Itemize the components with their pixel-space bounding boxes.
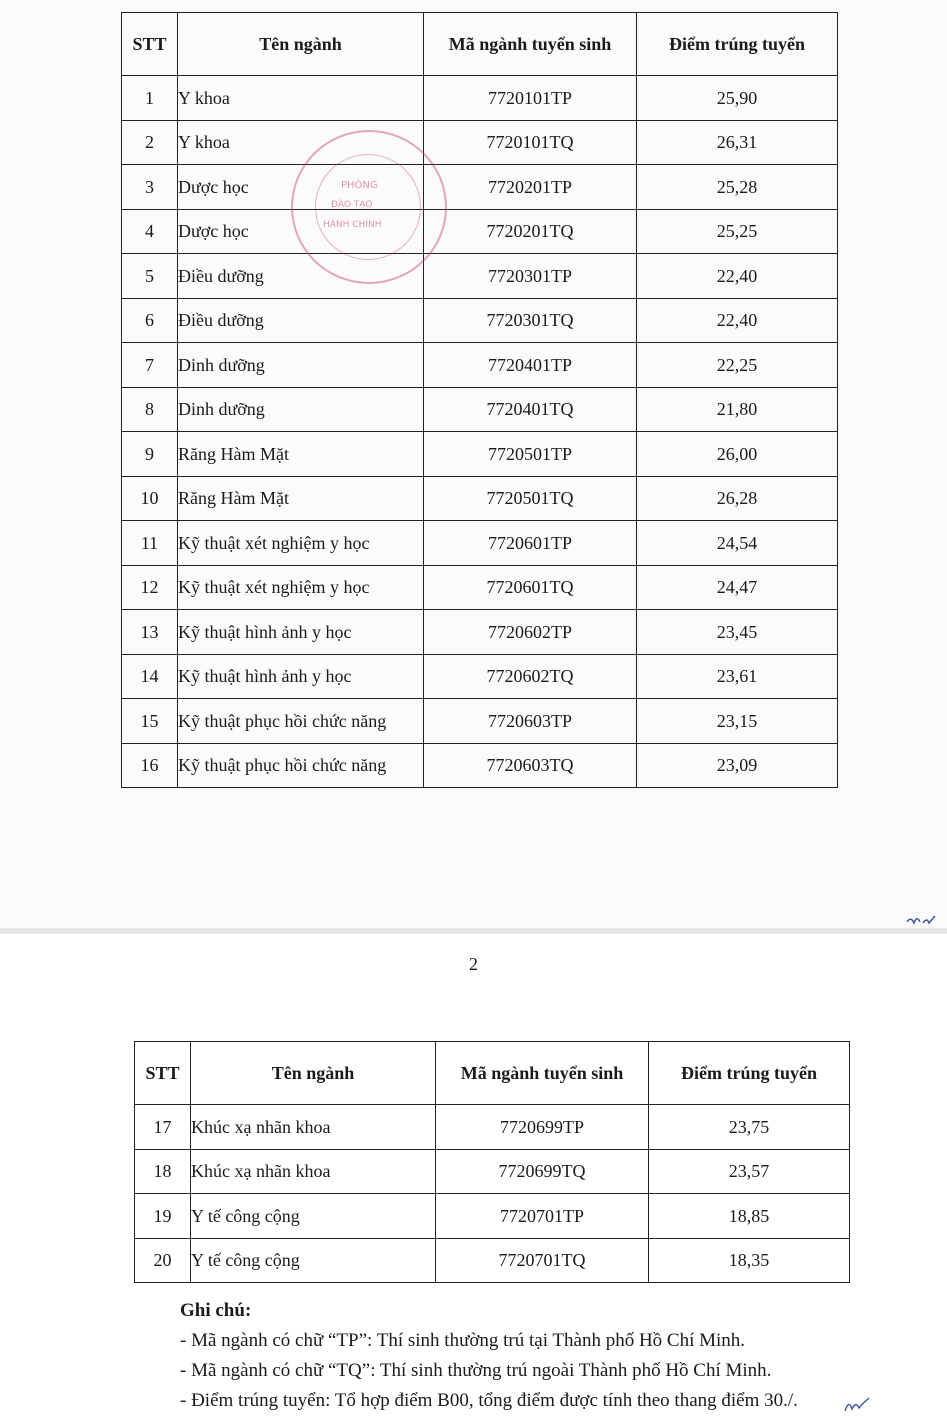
stamp-text-2: ĐÀO TẠO (331, 200, 373, 210)
row-name: Kỹ thuật hình ảnh y học (178, 610, 424, 655)
header-stt: STT (122, 13, 178, 76)
table-row (135, 1238, 850, 1283)
row-name: Răng Hàm Mặt (178, 476, 424, 521)
stamp-text-1: PHÒNG (341, 180, 378, 191)
admission-scores-table-1 (121, 12, 838, 788)
row-code: 7720601TQ (424, 565, 637, 610)
row-name: Khúc xạ nhãn khoa (191, 1105, 436, 1150)
row-score: 23,57 (649, 1149, 850, 1194)
table-row (122, 209, 838, 254)
table-header-row (135, 1042, 850, 1105)
page-number: 2 (469, 954, 478, 974)
row-stt: 17 (135, 1105, 191, 1150)
table-row (122, 76, 838, 121)
table-row (122, 521, 838, 566)
table-row (122, 298, 838, 343)
row-score: 21,80 (637, 387, 838, 432)
row-code: 7720699TQ (436, 1149, 649, 1194)
row-stt: 12 (122, 565, 178, 610)
table-row (122, 610, 838, 655)
row-stt: 11 (122, 521, 178, 566)
header-name: Tên ngành (191, 1042, 436, 1105)
row-name: Dinh dưỡng (178, 343, 424, 388)
row-stt: 1 (122, 76, 178, 121)
row-code: 7720602TP (424, 610, 637, 655)
table-row (122, 165, 838, 210)
row-stt: 7 (122, 343, 178, 388)
row-name: Điều dưỡng (178, 298, 424, 343)
table-row (122, 743, 838, 788)
row-code: 7720701TQ (436, 1238, 649, 1283)
row-name: Kỹ thuật xét nghiệm y học (178, 521, 424, 566)
notes-title: Ghi chú: (180, 1300, 252, 1321)
row-score: 18,85 (649, 1194, 850, 1239)
row-stt: 10 (122, 476, 178, 521)
row-score: 22,40 (637, 298, 838, 343)
row-score: 23,75 (649, 1105, 850, 1150)
table-row (122, 432, 838, 477)
stamp-text-3: HÀNH CHÍNH (323, 220, 382, 230)
row-score: 25,28 (637, 165, 838, 210)
row-code: 7720301TQ (424, 298, 637, 343)
row-name: Dược học (178, 209, 424, 254)
row-stt: 14 (122, 654, 178, 699)
row-code: 7720101TP (424, 76, 637, 121)
row-score: 23,09 (637, 743, 838, 788)
header-score: Điểm trúng tuyển (649, 1042, 850, 1105)
table-row (122, 699, 838, 744)
row-score: 25,25 (637, 209, 838, 254)
table-row (122, 254, 838, 299)
row-score: 26,31 (637, 120, 838, 165)
row-code: 7720401TP (424, 343, 637, 388)
row-code: 7720301TP (424, 254, 637, 299)
row-stt: 2 (122, 120, 178, 165)
row-stt: 8 (122, 387, 178, 432)
row-stt: 9 (122, 432, 178, 477)
row-code: 7720201TP (424, 165, 637, 210)
table-row (135, 1105, 850, 1150)
initials-mark-icon (905, 912, 939, 928)
row-score: 22,25 (637, 343, 838, 388)
row-score: 26,00 (637, 432, 838, 477)
row-stt: 18 (135, 1149, 191, 1194)
row-score: 23,61 (637, 654, 838, 699)
table-row (135, 1149, 850, 1194)
row-stt: 15 (122, 699, 178, 744)
row-name: Y khoa (178, 120, 424, 165)
row-score: 18,35 (649, 1238, 850, 1283)
row-name: Kỹ thuật hình ảnh y học (178, 654, 424, 699)
note-line-tp: - Mã ngành có chữ “TP”: Thí sinh thường trú tại Thành phố Hồ Chí Minh. (180, 1330, 746, 1351)
row-name: Dinh dưỡng (178, 387, 424, 432)
signature-mark-icon (842, 1393, 872, 1417)
document-page-2 (0, 934, 947, 1426)
row-score: 25,90 (637, 76, 838, 121)
row-score: 23,15 (637, 699, 838, 744)
row-code: 7720603TQ (424, 743, 637, 788)
row-name: Khúc xạ nhãn khoa (191, 1149, 436, 1194)
row-name: Y khoa (178, 76, 424, 121)
row-stt: 5 (122, 254, 178, 299)
row-score: 23,45 (637, 610, 838, 655)
row-code: 7720602TQ (424, 654, 637, 699)
row-stt: 20 (135, 1238, 191, 1283)
table-row (122, 387, 838, 432)
header-code: Mã ngành tuyển sinh (424, 13, 637, 76)
row-code: 7720101TQ (424, 120, 637, 165)
row-score: 24,54 (637, 521, 838, 566)
row-code: 7720501TQ (424, 476, 637, 521)
row-name: Kỹ thuật phục hồi chức năng (178, 743, 424, 788)
row-code: 7720401TQ (424, 387, 637, 432)
row-stt: 3 (122, 165, 178, 210)
table-row (122, 654, 838, 699)
row-name: Kỹ thuật xét nghiệm y học (178, 565, 424, 610)
table-row (122, 476, 838, 521)
row-stt: 19 (135, 1194, 191, 1239)
row-score: 22,40 (637, 254, 838, 299)
header-score: Điểm trúng tuyển (637, 13, 838, 76)
row-code: 7720201TQ (424, 209, 637, 254)
row-score: 24,47 (637, 565, 838, 610)
row-code: 7720501TP (424, 432, 637, 477)
row-code: 7720603TP (424, 699, 637, 744)
row-code: 7720699TP (436, 1105, 649, 1150)
note-line-tq: - Mã ngành có chữ “TQ”: Thí sinh thường trú ngoài Thành phố Hồ Chí Minh. (180, 1360, 772, 1381)
header-name: Tên ngành (178, 13, 424, 76)
row-name: Điều dưỡng (178, 254, 424, 299)
row-name: Y tế công cộng (191, 1194, 436, 1239)
row-name: Y tế công cộng (191, 1238, 436, 1283)
note-line-score: - Điểm trúng tuyển: Tổ hợp điểm B00, tổng điểm được tính theo thang điểm 30./. (180, 1390, 798, 1411)
table-row (122, 565, 838, 610)
header-code: Mã ngành tuyển sinh (436, 1042, 649, 1105)
row-name: Răng Hàm Mặt (178, 432, 424, 477)
table-row (122, 120, 838, 165)
row-stt: 6 (122, 298, 178, 343)
row-score: 26,28 (637, 476, 838, 521)
row-code: 7720601TP (424, 521, 637, 566)
row-stt: 13 (122, 610, 178, 655)
table-row (122, 343, 838, 388)
row-name: Kỹ thuật phục hồi chức năng (178, 699, 424, 744)
row-stt: 16 (122, 743, 178, 788)
row-code: 7720701TP (436, 1194, 649, 1239)
row-stt: 4 (122, 209, 178, 254)
table-row (135, 1194, 850, 1239)
admission-scores-table-2 (134, 1041, 850, 1283)
header-stt: STT (135, 1042, 191, 1105)
row-name: Dược học (178, 165, 424, 210)
notes-section (180, 1296, 798, 1416)
table-header-row (122, 13, 838, 76)
